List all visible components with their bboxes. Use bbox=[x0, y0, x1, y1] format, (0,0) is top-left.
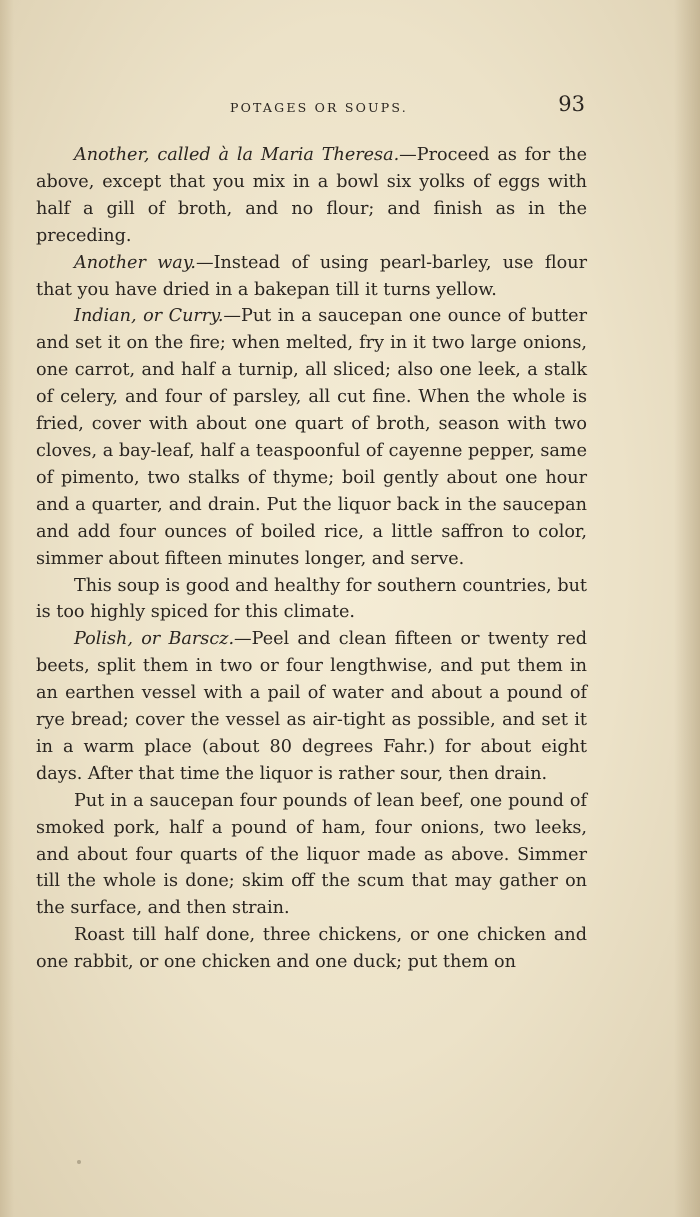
paragraph-text: —Put in a saucepan one ounce of butter and set it on the fire; when melted, fry in it two large onions, one carrot, and half a turnip, all sliced; also one leek, a stalk of celery, and four of parsley, all cut fine. When the whole is fried, cover with about one quart of broth, season with two cloves, a bay-leaf, half a teaspoonful of cayenne pepper, same of pimento, two stalks of thyme; boil gently about one hour and a quarter, and drain. Put the liquor back in the saucepan and add four ounces of boiled rice, a little saffron to color, simmer about fifteen minutes longer, and serve. bbox=[36, 306, 587, 569]
paragraph-text: This soup is good and healthy for southern countries, but is too highly spiced for this climate. bbox=[36, 575, 587, 623]
paragraph-lead: Indian, or Curry. bbox=[74, 306, 224, 327]
paragraph-lead: Another, called à la Maria Theresa. bbox=[74, 145, 400, 165]
paragraph-lead: Polish, or Barscz. bbox=[74, 629, 235, 650]
paragraph-lead: Another way. bbox=[74, 252, 196, 273]
page-right-edge-shadow bbox=[674, 0, 700, 1217]
paragraph-lean-beef bbox=[36, 788, 587, 923]
paragraph-polish-barscz bbox=[36, 626, 587, 787]
body-text bbox=[36, 142, 587, 976]
paragraph-another-way bbox=[36, 250, 587, 304]
paragraph-indian-curry bbox=[36, 303, 587, 572]
paragraph-southern-countries bbox=[36, 573, 587, 627]
page-header bbox=[36, 92, 587, 126]
paragraph-roast bbox=[36, 922, 587, 976]
paragraph-text: —Proceed as for the above, except that you mix in a bowl six yolks of eggs with half a gill of broth, and no flour; and finish as in the preceding. bbox=[36, 145, 587, 246]
running-head: POTAGES OR SOUPS. bbox=[230, 100, 408, 115]
paragraph-maria-theresa bbox=[36, 142, 587, 250]
paragraph-text: Roast till half done, three chickens, or one chicken and one rabbit, or one chicken and one duck; put them on bbox=[36, 925, 587, 973]
page-left-edge-shadow bbox=[0, 0, 14, 1217]
paragraph-text: —Peel and clean fifteen or twenty red beets, split them in two or four lengthwise, and put them in an earthen vessel with a pail of water and about a pound of rye bread; cover the vessel as air-tight as possible, and set it in a warm place (about 80 degrees Fahr.) for about eight days. After that time the liquor is rather sour, then drain. bbox=[36, 629, 587, 784]
paragraph-text: —Instead of using pearl-barley, use flour that you have dried in a bakepan till it turns yellow. bbox=[36, 252, 587, 300]
paper-speck bbox=[77, 1160, 81, 1164]
paragraph-text: Put in a saucepan four pounds of lean beef, one pound of smoked pork, half a pound of ham, four onions, two leeks, and about four quarts of the liquor made as above. Simmer till the whole is done; skim off the scum that may gather on the surface, and then strain. bbox=[36, 790, 587, 919]
page-number: 93 bbox=[558, 92, 585, 116]
